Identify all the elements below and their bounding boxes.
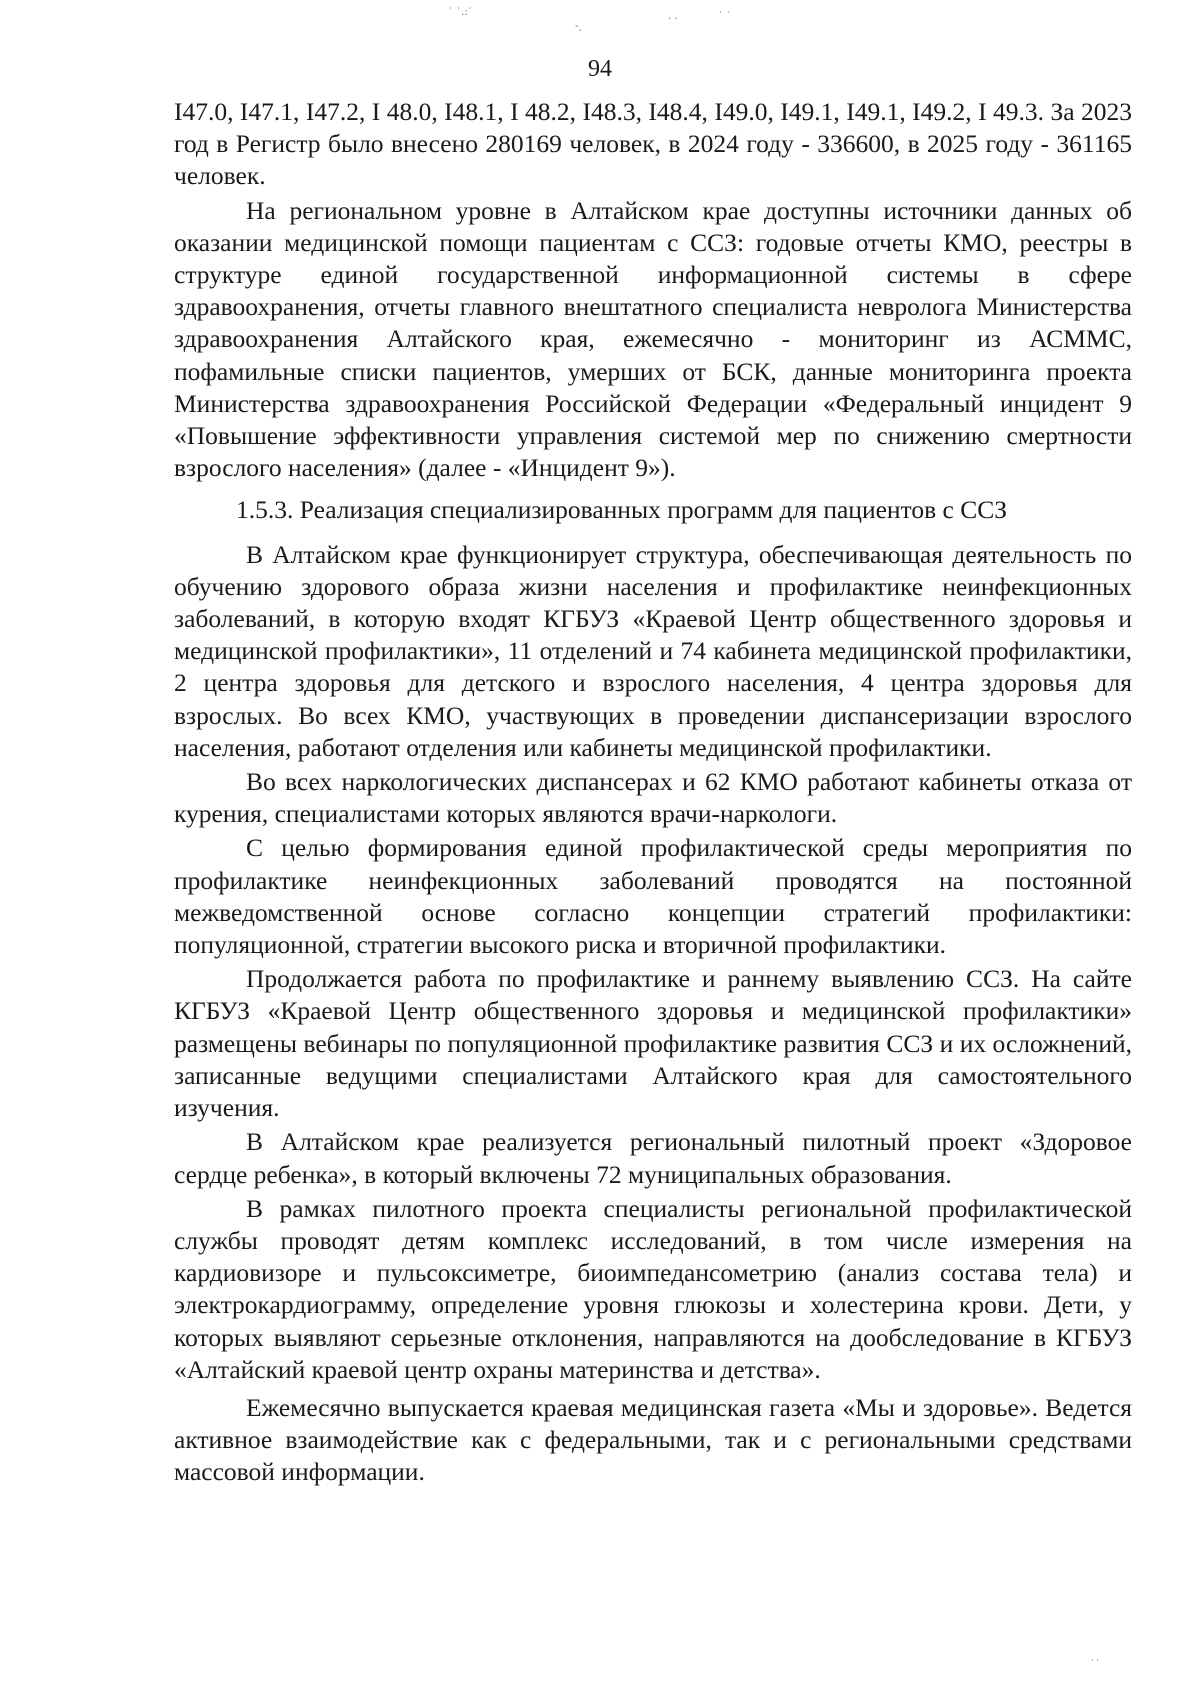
paragraph-regional-data-sources: На региональном уровне в Алтайском крае доступны источники данных об оказании медицинской помощи пациентам с ССЗ: годовые отчеты КМО, реестры в структуре единой государственной информационной системы в сфере здравоохранения, отчеты главного внештатного специалиста невролога Министерства здравоохранения Алтайского края, ежемесячно - мониторинг из АСММС, пофамильные списки пациентов, умерших от БСК, данные мониторинга проекта Министерства здравоохранения Российской Федерации «Федеральный инцидент 9 «Повышение эффективности управления системой мер по снижению смертности взрослого населения» (далее - «Инцидент 9»). xyxy=(174,195,1132,483)
page-number: 94 xyxy=(588,56,612,82)
section-heading: 1.5.3. Реализация специализированных программ для пациентов с ССЗ xyxy=(236,495,1008,525)
paragraph-early-detection: Продолжается работа по профилактике и раннему выявлению ССЗ. На сайте КГБУЗ «Краевой Центр общественного здоровья и медицинской профилактики» размещены вебинары по популяционной профилактике развития ССЗ и их осложнений, записанные ведущими специалистами Алтайского края для самостоятельного изучения. xyxy=(174,964,1132,1123)
paragraph-pilot-research: В рамках пилотного проекта специалисты региональной профилактической службы проводят детям комплекс исследований, в том числе измерения на кардиовизоре и пульсоксиметре, биоимпедансометрию (анализ состава тела) и электрокардиограмму, определение уровня глюкозы и холестерина крови. Дети, у которых выявляют серьезные отклонения, направляются на дообследование в КГБУЗ «Алтайский краевой центр охраны материнства и детства». xyxy=(174,1193,1132,1384)
paragraph-prevention-structure: В Алтайском крае функционирует структура, обеспечивающая деятельность по обучению здорового образа жизни населения и профилактике неинфекционных заболеваний, в которую входят КГБУЗ «Краевой Центр общественного здоровья и медицинской профилактики», 11 отделений и 74 кабинета медицинской профилактики, 2 центра здоровья для детского и взрослого населения, 4 центра здоровья для взрослых. Во всех КМО, участвующих в проведении диспансеризации взрослого населения, работают отделения или кабинеты медицинской профилактики. xyxy=(174,539,1132,762)
paragraph-media: Ежемесячно выпускается краевая медицинская газета «Мы и здоровье». Ведется активное взаимодействие как с федеральными, так и с региональными средствами массовой информации. xyxy=(174,1392,1132,1487)
paragraph-smoking-cessation: Во всех наркологических диспансерах и 62 КМО работают кабинеты отказа от курения, специалистами которых являются врачи-наркологи. xyxy=(174,767,1132,829)
scan-artifact: . . xyxy=(668,11,678,22)
paragraph-icd-codes-registry: I47.0, I47.1, I47.2, I 48.0, I48.1, I 48.2, I48.3, I48.4, I49.0, I49.1, I49.1, I49.2, I 49.3. За 2023 год в Регистр было внесено 280169 человек, в 2024 году - 336600, в 2025 году - 361165 человек. xyxy=(174,97,1132,191)
scan-artifact: ˙˙ xyxy=(1090,1659,1100,1670)
scan-artifact: ˙ ˙ xyxy=(718,11,732,22)
scan-artifact: -˯ xyxy=(575,21,582,32)
paragraph-prevention-environment: С целью формирования единой профилактической среды мероприятия по профилактике неинфекционных заболеваний проводятся на постоянной межведомственной основе согласно концепции стратегий профилактики: популяционной, стратегии высокого риска и вторичной профилактики. xyxy=(174,833,1132,960)
document-body xyxy=(174,96,1132,1489)
scan-artifact: ˙ ˙.:˙ xyxy=(448,7,473,18)
paragraph-pilot-project: В Алтайском крае реализуется региональный пилотный проект «Здоровое сердце ребенка», в который включены 72 муниципальных образования. xyxy=(174,1127,1132,1189)
